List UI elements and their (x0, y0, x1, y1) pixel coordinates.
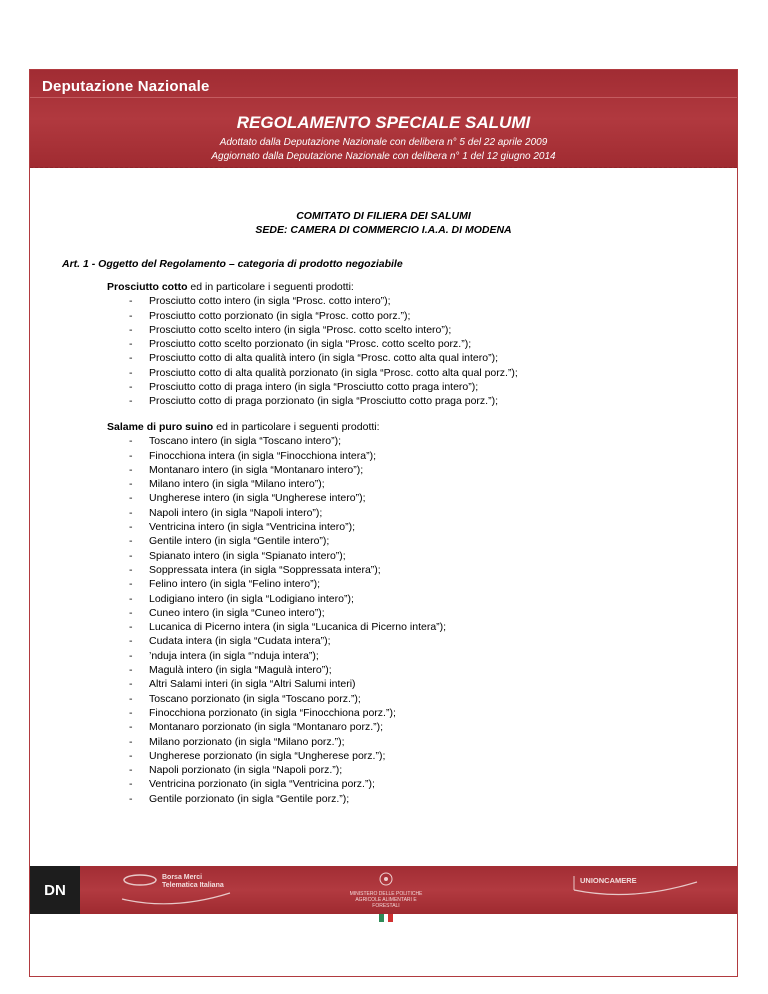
bullet-dash: - (129, 635, 133, 648)
product-list (107, 294, 518, 408)
bullet-dash: - (129, 295, 133, 308)
list-item (107, 592, 446, 606)
committee-name: COMITATO DI FILIERA DEI SALUMI (296, 210, 471, 222)
product-label: Spianato intero (in sigla “Spianato intero”); (149, 549, 346, 562)
product-label: Milano intero (in sigla “Milano intero”); (149, 478, 325, 491)
list-item (107, 380, 518, 394)
product-label: Prosciutto cotto intero (in sigla “Prosc. cotto intero”); (149, 295, 391, 308)
header-dashed-line (30, 167, 737, 168)
bullet-dash: - (129, 792, 133, 805)
ministry-emblem-icon (377, 872, 395, 886)
product-label: ’nduja intera (in sigla “’nduja intera”); (149, 649, 319, 662)
list-item (107, 620, 446, 634)
bullet-dash: - (129, 735, 133, 748)
list-item (107, 323, 518, 337)
list-item (107, 720, 446, 734)
bmti-line1: Borsa Merci (162, 874, 203, 881)
list-item (107, 634, 446, 648)
bullet-dash: - (129, 749, 133, 762)
bullet-dash: - (129, 352, 133, 365)
list-item (107, 309, 518, 323)
list-item (107, 463, 446, 477)
ministry-logo (343, 872, 429, 927)
product-label: Montanaro porzionato (in sigla “Montanaro porz.”); (149, 721, 384, 734)
list-item (107, 577, 446, 591)
bullet-dash: - (129, 395, 133, 408)
list-item (107, 477, 446, 491)
unioncamere-logo (572, 872, 702, 907)
list-item (107, 366, 518, 380)
product-label: Ventricina porzionato (in sigla “Ventricina porz.”); (149, 778, 375, 791)
product-label: Lodigiano intero (in sigla “Lodigiano intero”); (149, 592, 354, 605)
section-name: Salame di puro suino (107, 421, 214, 433)
product-label: Prosciutto cotto scelto intero (in sigla “Prosc. cotto scelto intero”); (149, 323, 452, 336)
product-label: Prosciutto cotto di alta qualità porzionato (in sigla “Prosc. cotto alta qual porz.”); (149, 366, 518, 379)
bullet-dash: - (129, 521, 133, 534)
bullet-dash: - (129, 664, 133, 677)
header-divider (30, 97, 737, 98)
list-item (107, 549, 446, 563)
bullet-dash: - (129, 678, 133, 691)
list-item (107, 506, 446, 520)
list-item (107, 663, 446, 677)
bullet-dash: - (129, 309, 133, 322)
list-item (107, 792, 446, 806)
bullet-dash: - (129, 764, 133, 777)
bullet-dash: - (129, 592, 133, 605)
list-item (107, 394, 518, 408)
product-label: Prosciutto cotto di praga porzionato (in sigla “Prosciutto cotto praga porz.”); (149, 395, 499, 408)
org-name: Deputazione Nazionale (42, 78, 210, 95)
product-label: Finocchiona porzionato (in sigla “Finocchiona porz.”); (149, 706, 396, 719)
list-item (107, 351, 518, 365)
list-item (107, 763, 446, 777)
bullet-dash: - (129, 381, 133, 394)
list-item (107, 294, 518, 308)
product-label: Ungherese porzionato (in sigla “Ungherese porz.”); (149, 749, 386, 762)
section-prosciutto-cotto (107, 280, 518, 409)
section-lead (107, 420, 446, 434)
list-item (107, 677, 446, 691)
bullet-dash: - (129, 692, 133, 705)
bullet-dash: - (129, 721, 133, 734)
product-list (107, 434, 446, 806)
bullet-dash: - (129, 323, 133, 336)
bullet-dash: - (129, 621, 133, 634)
product-label: Cudata intera (in sigla “Cudata intera”); (149, 635, 331, 648)
list-item (107, 606, 446, 620)
product-label: Prosciutto cotto di praga intero (in sigla “Prosciutto cotto praga intero”); (149, 381, 479, 394)
list-item (107, 337, 518, 351)
updated-note: Aggiornato dalla Deputazione Nazionale con delibera n° 1 del 12 giugno 2014 (211, 151, 556, 162)
committee-seat: SEDE: CAMERA DI COMMERCIO I.A.A. DI MODENA (255, 224, 512, 236)
bullet-dash: - (129, 506, 133, 519)
product-label: Montanaro intero (in sigla “Montanaro intero”); (149, 463, 364, 476)
bullet-dash: - (129, 338, 133, 351)
list-item (107, 777, 446, 791)
section-intro: ed in particolare i seguenti prodotti: (213, 421, 380, 433)
product-label: Soppressata intera (in sigla “Soppressata intera”); (149, 563, 381, 576)
list-item (107, 692, 446, 706)
product-label: Gentile intero (in sigla “Gentile intero”); (149, 535, 330, 548)
product-label: Finocchiona intera (in sigla “Finocchiona intera”); (149, 449, 377, 462)
article-title: Art. 1 - Oggetto del Regolamento – categoria di prodotto negoziabile (62, 258, 403, 270)
bullet-dash: - (129, 706, 133, 719)
bullet-dash: - (129, 649, 133, 662)
product-label: Lucanica di Picerno intera (in sigla “Lucanica di Picerno intera”); (149, 621, 447, 634)
bullet-dash: - (129, 563, 133, 576)
product-label: Napoli porzionato (in sigla “Napoli porz.”); (149, 764, 343, 777)
unioncamere-name: UNIONCAMERE (580, 876, 637, 885)
list-item (107, 434, 446, 448)
product-label: Felino intero (in sigla “Felino intero”); (149, 578, 320, 591)
bullet-dash: - (129, 606, 133, 619)
bullet-dash: - (129, 435, 133, 448)
product-label: Toscano porzionato (in sigla “Toscano porz.”); (149, 692, 361, 705)
product-label: Gentile porzionato (in sigla “Gentile porz.”); (149, 792, 350, 805)
list-item (107, 563, 446, 577)
document-title: REGOLAMENTO SPECIALE SALUMI (236, 113, 531, 132)
product-label: Cuneo intero (in sigla “Cuneo intero”); (149, 606, 325, 619)
product-label: Prosciutto cotto scelto porzionato (in sigla “Prosc. cotto scelto porz.”); (149, 338, 472, 351)
ministry-name: MINISTERO DELLE POLITICHE AGRICOLE ALIMENTARI E FORESTALI (349, 891, 423, 909)
bullet-dash: - (129, 578, 133, 591)
list-item (107, 520, 446, 534)
bullet-dash: - (129, 449, 133, 462)
bullet-dash: - (129, 535, 133, 548)
list-item (107, 491, 446, 505)
dn-badge: DN (30, 866, 80, 914)
bullet-dash: - (129, 366, 133, 379)
bullet-dash: - (129, 778, 133, 791)
product-label: Ventricina intero (in sigla “Ventricina intero”); (149, 521, 356, 534)
list-item (107, 534, 446, 548)
bmti-line2: Telematica Italiana (162, 882, 224, 889)
list-item (107, 649, 446, 663)
section-intro: ed in particolare i seguenti prodotti: (187, 281, 354, 293)
section-lead (107, 280, 518, 294)
bullet-dash: - (129, 463, 133, 476)
product-label: Ungherese intero (in sigla “Ungherese intero”); (149, 492, 366, 505)
product-label: Napoli intero (in sigla “Napoli intero”); (149, 506, 323, 519)
list-item (107, 449, 446, 463)
product-label: Toscano intero (in sigla “Toscano intero”); (149, 435, 342, 448)
list-item (107, 706, 446, 720)
italian-flag-icon (379, 914, 393, 922)
bmti-logo (118, 871, 238, 916)
list-item (107, 735, 446, 749)
product-label: Milano porzionato (in sigla “Milano porz.”); (149, 735, 345, 748)
section-salame-puro-suino (107, 420, 446, 806)
product-label: Magulà intero (in sigla “Magulà intero”); (149, 664, 332, 677)
product-label: Prosciutto cotto porzionato (in sigla “Prosc. cotto porz.”); (149, 309, 411, 322)
list-item (107, 749, 446, 763)
adopted-note: Adottato dalla Deputazione Nazionale con delibera n° 5 del 22 aprile 2009 (219, 137, 548, 148)
product-label: Prosciutto cotto di alta qualità intero (in sigla “Prosc. cotto alta qual intero”); (149, 352, 499, 365)
bullet-dash: - (129, 549, 133, 562)
section-name: Prosciutto cotto (107, 281, 188, 293)
bullet-dash: - (129, 478, 133, 491)
bullet-dash: - (129, 492, 133, 505)
product-label: Altri Salami interi (in sigla “Altri Salumi interi) (149, 678, 356, 691)
